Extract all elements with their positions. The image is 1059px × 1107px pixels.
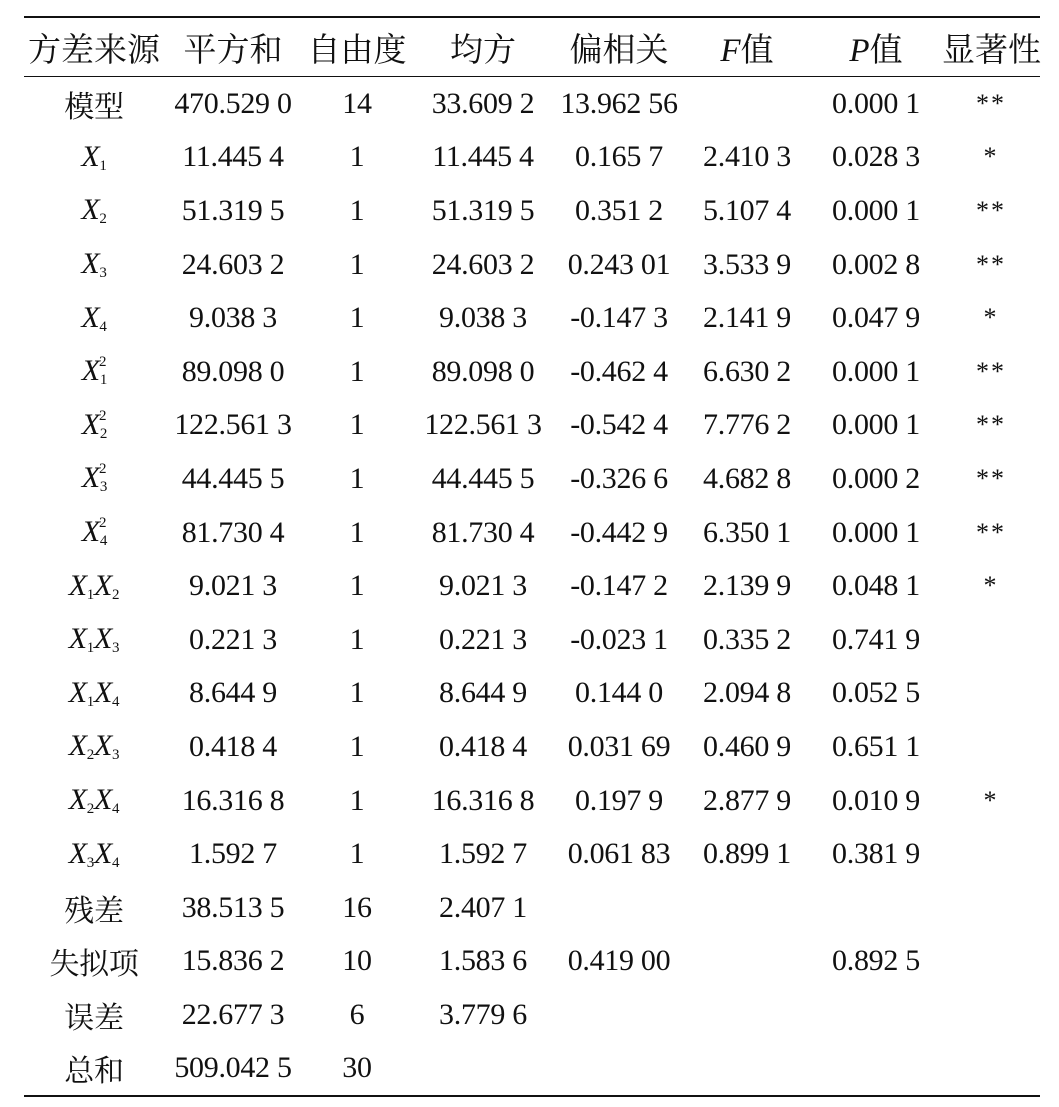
header-label: 显著性 [942,32,1041,69]
variable-subscript: 4 [112,854,120,871]
mean-square-cell: 33.609 2 [431,86,535,120]
p-value-cell: 0.741 9 [832,622,920,656]
source-cell: 误差 [64,1001,124,1035]
partial-correlation-cell: -0.147 3 [570,301,668,335]
significance-cell: ** [976,88,1006,118]
source-cell [24,184,164,238]
table-row [24,935,1040,989]
source-cell [24,452,164,506]
degrees-of-freedom-cell: 1 [349,515,365,549]
sum-of-squares-cell: 81.730 4 [181,515,285,549]
variable-symbol: X [81,461,100,495]
f-value-cell: 0.335 2 [703,622,791,656]
source-cell [24,667,164,721]
source-cell [24,827,164,881]
f-value-cell [684,935,810,989]
mean-square-cell: 51.319 5 [431,193,535,227]
p-value-cell: 0.381 9 [832,837,920,871]
variable-superscript: 2 [99,407,107,424]
f-value-cell: 2.877 9 [703,783,791,817]
anova-table [24,16,1040,1097]
mean-square-cell: 81.730 4 [431,515,535,549]
source-cell [24,291,164,345]
mean-square-cell: 0.418 4 [439,729,527,763]
table-row [24,184,1040,238]
source-cell [24,559,164,613]
p-value-cell [810,1042,942,1097]
significance-cell [942,720,1040,774]
variable-symbol: X [81,139,100,173]
variable-symbol: X [68,675,87,709]
variable-term [82,461,106,494]
variable-symbol: X [81,407,100,441]
f-value-cell [684,988,810,1042]
variable-symbol: X [94,622,113,656]
header-label: 均方 [450,32,516,69]
table-row [24,452,1040,506]
sum-of-squares-cell: 470.529 0 [174,86,292,120]
source-cell [24,506,164,560]
p-value-cell [810,988,942,1042]
source-cell: 失拟项 [49,948,139,982]
header-label: 值 [869,32,903,69]
significance-cell [942,935,1040,989]
partial-correlation-cell [554,988,684,1042]
partial-correlation-cell: -0.147 2 [570,569,668,603]
variable-term [69,783,94,816]
significance-cell: * [983,785,999,815]
f-value-cell: 2.094 8 [703,676,791,710]
degrees-of-freedom-cell: 10 [342,944,372,978]
variable-subscript: 2 [112,586,120,603]
variable-term [94,569,119,602]
mean-square-cell: 8.644 9 [439,676,527,710]
partial-correlation-cell: 0.031 69 [567,729,671,763]
variable-symbol: X [94,675,113,709]
sum-of-squares-cell: 8.644 9 [189,676,277,710]
variable-term [69,837,94,870]
variable-subscript: 3 [99,479,108,496]
variable-term [69,569,94,602]
sum-of-squares-cell: 16.316 8 [181,783,285,817]
header-degrees-of-freedom [302,17,412,77]
significance-cell: * [983,571,999,601]
source-cell: 模型 [64,90,124,124]
partial-correlation-cell: 0.061 83 [567,837,671,871]
variable-symbol: X [81,354,100,388]
variable-subscript: 2 [86,747,94,764]
partial-correlation-cell: 0.419 00 [567,944,671,978]
table-row [24,1042,1040,1097]
significance-cell: ** [976,410,1006,440]
sum-of-squares-cell: 9.021 3 [189,569,277,603]
variable-subscript: 3 [112,747,120,764]
partial-correlation-cell [554,1042,684,1097]
degrees-of-freedom-cell: 1 [349,301,365,335]
sum-of-squares-cell: 51.319 5 [181,193,285,227]
table-row [24,131,1040,185]
source-cell: 总和 [64,1055,124,1089]
header-row [24,17,1040,77]
variable-term [69,729,94,762]
variable-subscript: 4 [99,318,107,335]
table-row [24,613,1040,667]
partial-correlation-cell: -0.542 4 [570,408,668,442]
degrees-of-freedom-cell: 1 [349,837,365,871]
table-row [24,291,1040,345]
significance-cell: ** [976,517,1006,547]
degrees-of-freedom-cell: 1 [349,140,365,174]
significance-cell [942,613,1040,667]
f-value-cell: 2.139 9 [703,569,791,603]
degrees-of-freedom-cell: 30 [342,1051,372,1085]
p-value-cell: 0.048 1 [832,569,920,603]
mean-square-cell: 9.021 3 [439,569,527,603]
variable-subscript: 2 [86,801,94,818]
significance-cell [942,988,1040,1042]
table-row [24,720,1040,774]
f-value-cell: 0.460 9 [703,729,791,763]
variable-symbol: X [94,568,113,602]
variable-subscript: 2 [99,425,108,442]
header-significance [942,17,1040,77]
table-row [24,667,1040,721]
table-header [24,17,1040,77]
significance-cell: ** [976,249,1006,279]
partial-correlation-cell: -0.462 4 [570,354,668,388]
sum-of-squares-cell: 0.221 3 [189,622,277,656]
mean-square-cell [412,1042,554,1097]
source-cell [24,399,164,453]
mean-square-cell: 9.038 3 [439,301,527,335]
variable-subscript: 3 [86,854,94,871]
table-row [24,77,1040,131]
variable-term [82,354,106,387]
p-value-cell: 0.000 1 [832,408,920,442]
variable-superscript: 2 [99,515,107,532]
variable-symbol: X [81,193,100,227]
p-value-cell: 0.651 1 [832,729,920,763]
table-row [24,827,1040,881]
mean-square-cell: 122.561 3 [424,408,542,442]
anova-table-container [24,16,1040,1097]
p-value-cell: 0.052 5 [832,676,920,710]
partial-correlation-cell: -0.326 6 [570,461,668,495]
sum-of-squares-cell: 0.418 4 [189,729,277,763]
mean-square-cell: 3.779 6 [439,997,527,1031]
variable-term [69,676,94,709]
mean-square-cell: 89.098 0 [431,354,535,388]
variable-symbol: X [81,247,100,281]
mean-square-cell: 11.445 4 [432,140,534,174]
source-cell [24,774,164,828]
f-value-cell: 0.899 1 [703,837,791,871]
source-cell: 残差 [64,894,124,928]
variable-term [94,729,119,762]
p-value-cell: 0.000 1 [832,86,920,120]
degrees-of-freedom-cell: 1 [349,193,365,227]
header-partial-correlation [554,17,684,77]
source-cell [24,613,164,667]
p-value-cell: 0.010 9 [832,783,920,817]
f-value-cell [684,77,810,131]
degrees-of-freedom-cell: 16 [342,890,372,924]
degrees-of-freedom-cell: 1 [349,354,365,388]
table-row [24,988,1040,1042]
f-value-cell: 2.410 3 [703,140,791,174]
table-row [24,345,1040,399]
source-cell [24,131,164,185]
mean-square-cell: 24.603 2 [431,247,535,281]
variable-symbol: X [81,515,100,549]
significance-cell [942,667,1040,721]
header-label: 自由度 [307,32,407,69]
f-value-cell [684,881,810,935]
source-cell [24,720,164,774]
variable-symbol: X [68,783,87,817]
header-italic-symbol: P [849,32,870,69]
variable-symbol: X [68,729,87,763]
sum-of-squares-cell: 44.445 5 [181,461,285,495]
sum-of-squares-cell: 89.098 0 [181,354,285,388]
f-value-cell: 5.107 4 [703,193,791,227]
degrees-of-freedom-cell: 1 [349,783,365,817]
variable-subscript: 2 [99,211,107,228]
significance-cell: ** [976,356,1006,386]
source-cell [24,345,164,399]
partial-correlation-cell [554,881,684,935]
variable-term [94,837,119,870]
partial-correlation-cell: -0.442 9 [570,515,668,549]
degrees-of-freedom-cell: 14 [342,86,372,120]
mean-square-cell: 2.407 1 [439,890,527,924]
header-f-value [684,17,810,77]
sum-of-squares-cell: 509.042 5 [174,1051,292,1085]
variable-symbol: X [68,568,87,602]
variable-subscript: 1 [86,693,94,710]
partial-correlation-cell: 0.243 01 [567,247,671,281]
degrees-of-freedom-cell: 1 [349,676,365,710]
variable-term [94,622,119,655]
degrees-of-freedom-cell: 1 [349,247,365,281]
variable-symbol: X [68,622,87,656]
variable-term [69,622,94,655]
variable-superscript: 2 [99,461,107,478]
f-value-cell: 3.533 9 [703,247,791,281]
mean-square-cell: 44.445 5 [431,461,535,495]
variable-subscript: 1 [86,640,94,657]
degrees-of-freedom-cell: 1 [349,461,365,495]
p-value-cell: 0.000 1 [832,193,920,227]
variable-term [94,676,119,709]
header-label: 方差来源 [28,32,160,69]
variable-subscript: 1 [99,157,107,174]
sum-of-squares-cell: 24.603 2 [181,247,285,281]
header-label: 偏相关 [569,32,669,69]
variable-symbol: X [94,783,113,817]
variable-subscript: 4 [99,533,108,550]
table-body [24,77,1040,1097]
p-value-cell: 0.000 1 [832,515,920,549]
variable-term [81,301,106,334]
variable-subscript: 1 [99,372,108,389]
significance-cell: ** [976,195,1006,225]
variable-superscript: 2 [99,354,107,371]
table-row [24,559,1040,613]
header-p-value [810,17,942,77]
p-value-cell: 0.028 3 [832,140,920,174]
degrees-of-freedom-cell: 1 [349,622,365,656]
header-label: 值 [740,32,774,69]
degrees-of-freedom-cell: 1 [349,569,365,603]
significance-cell [942,1042,1040,1097]
partial-correlation-cell: -0.023 1 [570,622,668,656]
variable-symbol: X [68,836,87,870]
partial-correlation-cell: 0.165 7 [575,140,663,174]
variable-term [82,408,106,441]
variable-term [82,515,106,548]
degrees-of-freedom-cell: 6 [349,997,365,1031]
sum-of-squares-cell: 122.561 3 [174,408,292,442]
variable-subscript: 4 [112,801,120,818]
sum-of-squares-cell: 11.445 4 [182,140,284,174]
variable-subscript: 4 [112,693,120,710]
header-source [24,17,164,77]
table-row [24,399,1040,453]
partial-correlation-cell: 0.144 0 [575,676,663,710]
variable-term [81,140,106,173]
mean-square-cell: 1.592 7 [439,837,527,871]
table-row [24,238,1040,292]
f-value-cell: 7.776 2 [703,408,791,442]
significance-cell [942,881,1040,935]
variable-subscript: 3 [99,265,107,282]
variable-term [94,783,119,816]
f-value-cell: 2.141 9 [703,301,791,335]
significance-cell: ** [976,463,1006,493]
variable-subscript: 3 [112,640,120,657]
significance-cell: * [983,303,999,333]
significance-cell: * [983,142,999,172]
table-row [24,881,1040,935]
f-value-cell: 6.350 1 [703,515,791,549]
variable-term [81,193,106,226]
significance-cell [942,827,1040,881]
p-value-cell: 0.000 1 [832,354,920,388]
table-row [24,774,1040,828]
sum-of-squares-cell: 15.836 2 [181,944,285,978]
f-value-cell [684,1042,810,1097]
mean-square-cell: 1.583 6 [439,944,527,978]
variable-symbol: X [94,729,113,763]
degrees-of-freedom-cell: 1 [349,408,365,442]
variable-subscript: 1 [86,586,94,603]
sum-of-squares-cell: 22.677 3 [181,997,285,1031]
p-value-cell: 0.002 8 [832,247,920,281]
partial-correlation-cell: 13.962 56 [560,86,678,120]
header-mean-square [412,17,554,77]
mean-square-cell: 0.221 3 [439,622,527,656]
p-value-cell: 0.000 2 [832,461,920,495]
f-value-cell: 6.630 2 [703,354,791,388]
source-cell [24,238,164,292]
degrees-of-freedom-cell: 1 [349,729,365,763]
variable-symbol: X [94,836,113,870]
header-label: 平方和 [183,32,283,69]
p-value-cell: 0.047 9 [832,301,920,335]
sum-of-squares-cell: 9.038 3 [189,301,277,335]
sum-of-squares-cell: 1.592 7 [189,837,277,871]
table-row [24,506,1040,560]
header-italic-symbol: F [720,32,741,69]
variable-term [81,247,106,280]
p-value-cell: 0.892 5 [832,944,920,978]
p-value-cell [810,881,942,935]
header-sum-of-squares [164,17,302,77]
mean-square-cell: 16.316 8 [431,783,535,817]
sum-of-squares-cell: 38.513 5 [181,890,285,924]
variable-symbol: X [81,300,100,334]
partial-correlation-cell: 0.197 9 [575,783,663,817]
partial-correlation-cell: 0.351 2 [575,193,663,227]
f-value-cell: 4.682 8 [703,461,791,495]
